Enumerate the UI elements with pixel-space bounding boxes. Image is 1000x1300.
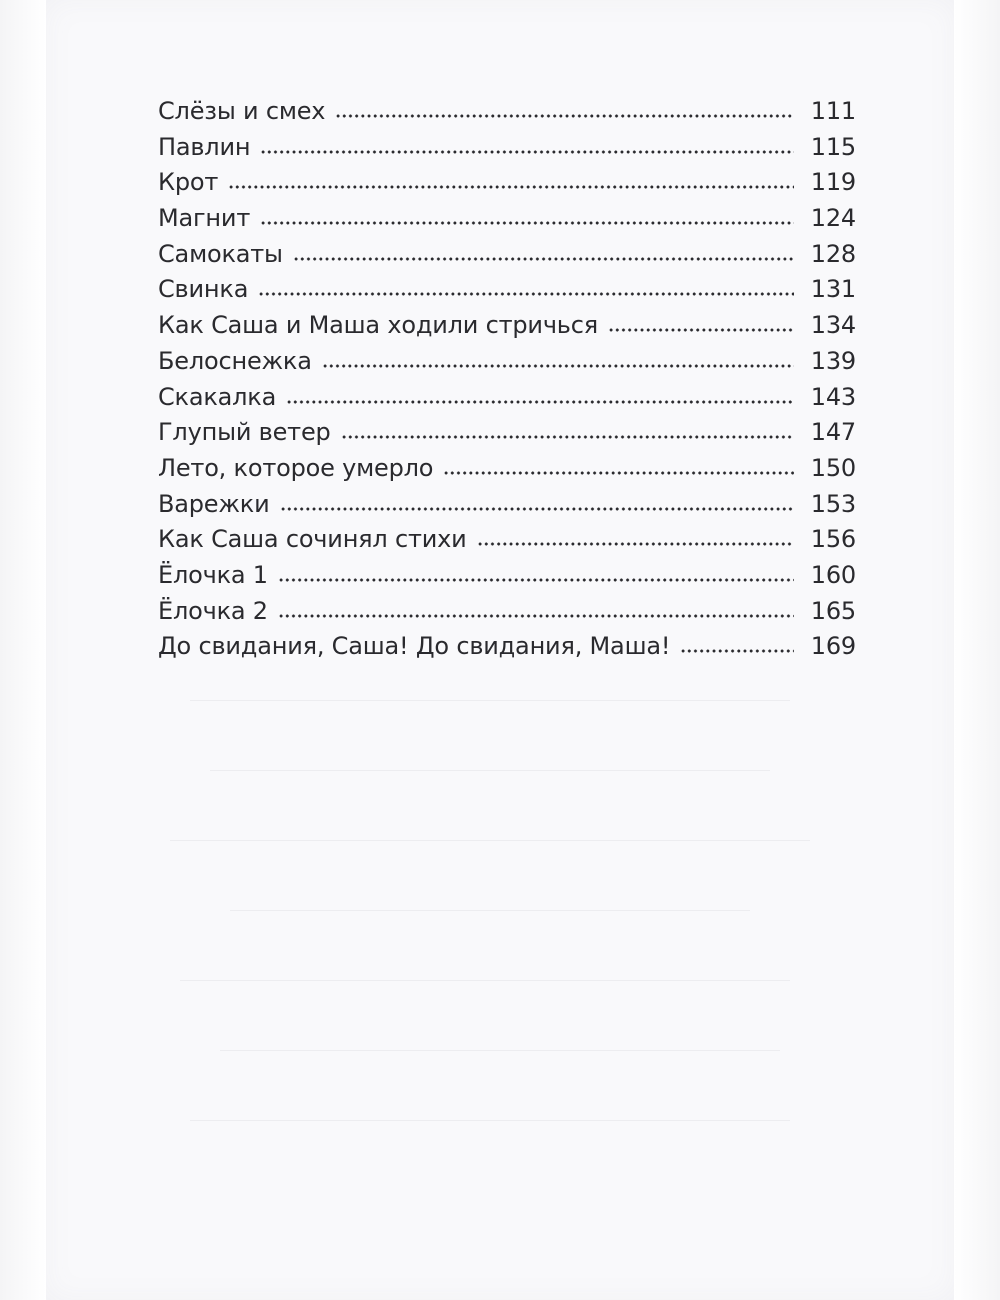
toc-entry-title: Варежки — [158, 489, 270, 518]
toc-entry — [158, 204, 856, 240]
toc-entry-title: Глупый ветер — [158, 418, 331, 447]
toc-entry-page: 119 — [810, 168, 856, 197]
toc-entry-title: Слёзы и смех — [158, 97, 326, 125]
dot-leader — [335, 114, 794, 118]
dot-leader — [608, 328, 794, 332]
toc-entry — [158, 133, 856, 169]
toc-entry-title: Скакалка — [158, 382, 277, 411]
toc-entry — [158, 418, 856, 454]
toc-entry-title: Самокаты — [158, 239, 283, 268]
toc-entry-title: Как Саша сочинял стихи — [158, 525, 467, 554]
toc-entry-title: Лето, которое умерло — [158, 453, 434, 482]
toc-entry-page: 153 — [810, 489, 856, 518]
toc-entry — [158, 311, 856, 347]
toc-entry-title: Свинка — [158, 275, 249, 304]
toc-entry — [158, 240, 856, 276]
toc-entry — [158, 347, 856, 383]
dot-leader — [228, 185, 794, 189]
toc-entry-page: 115 — [810, 132, 856, 161]
dot-leader — [278, 578, 794, 582]
toc-entry — [158, 561, 856, 597]
toc-entry — [158, 168, 856, 204]
toc-entry — [158, 597, 856, 633]
toc-entry-title: Магнит — [158, 204, 251, 233]
dot-leader — [322, 364, 794, 368]
toc-entry — [158, 275, 856, 311]
toc-entry-page: 169 — [810, 632, 856, 661]
toc-entry-title: До свидания, Саша! До свидания, Маша! — [158, 632, 671, 661]
toc-entry-page: 111 — [810, 97, 856, 125]
toc-entry-page: 150 — [810, 453, 856, 482]
toc-entry-page: 134 — [810, 311, 856, 340]
toc-entry-page: 143 — [810, 382, 856, 411]
dot-leader — [293, 257, 794, 261]
toc-entry-page: 165 — [810, 596, 856, 625]
toc-entry-title: Ёлочка 2 — [158, 596, 268, 625]
toc-entry — [158, 454, 856, 490]
dot-leader — [286, 400, 794, 404]
dot-leader — [260, 150, 794, 154]
toc-entry-title: Павлин — [158, 132, 251, 161]
dot-leader — [443, 471, 794, 475]
toc-entry-page: 124 — [810, 204, 856, 233]
toc-entry — [158, 383, 856, 419]
toc-entry — [158, 632, 856, 668]
toc-entry-page: 131 — [810, 275, 856, 304]
table-of-contents — [158, 97, 856, 668]
toc-entry-page: 156 — [810, 525, 856, 554]
dot-leader — [258, 292, 794, 296]
toc-entry-title: Крот — [158, 168, 219, 197]
toc-entry — [158, 525, 856, 561]
toc-entry-title: Ёлочка 1 — [158, 560, 268, 589]
toc-entry — [158, 490, 856, 526]
toc-entry-page: 160 — [810, 560, 856, 589]
dot-leader — [477, 542, 794, 546]
toc-entry-page: 139 — [810, 346, 856, 375]
dot-leader — [280, 507, 795, 511]
toc-entry — [158, 97, 856, 133]
dot-leader — [341, 435, 794, 439]
dot-leader — [278, 614, 794, 618]
toc-entry-page: 128 — [810, 239, 856, 268]
dot-leader — [680, 649, 794, 653]
toc-entry-title: Белоснежка — [158, 346, 312, 375]
toc-entry-page: 147 — [810, 418, 856, 447]
toc-entry-title: Как Саша и Маша ходили стричься — [158, 311, 598, 340]
dot-leader — [260, 221, 794, 225]
